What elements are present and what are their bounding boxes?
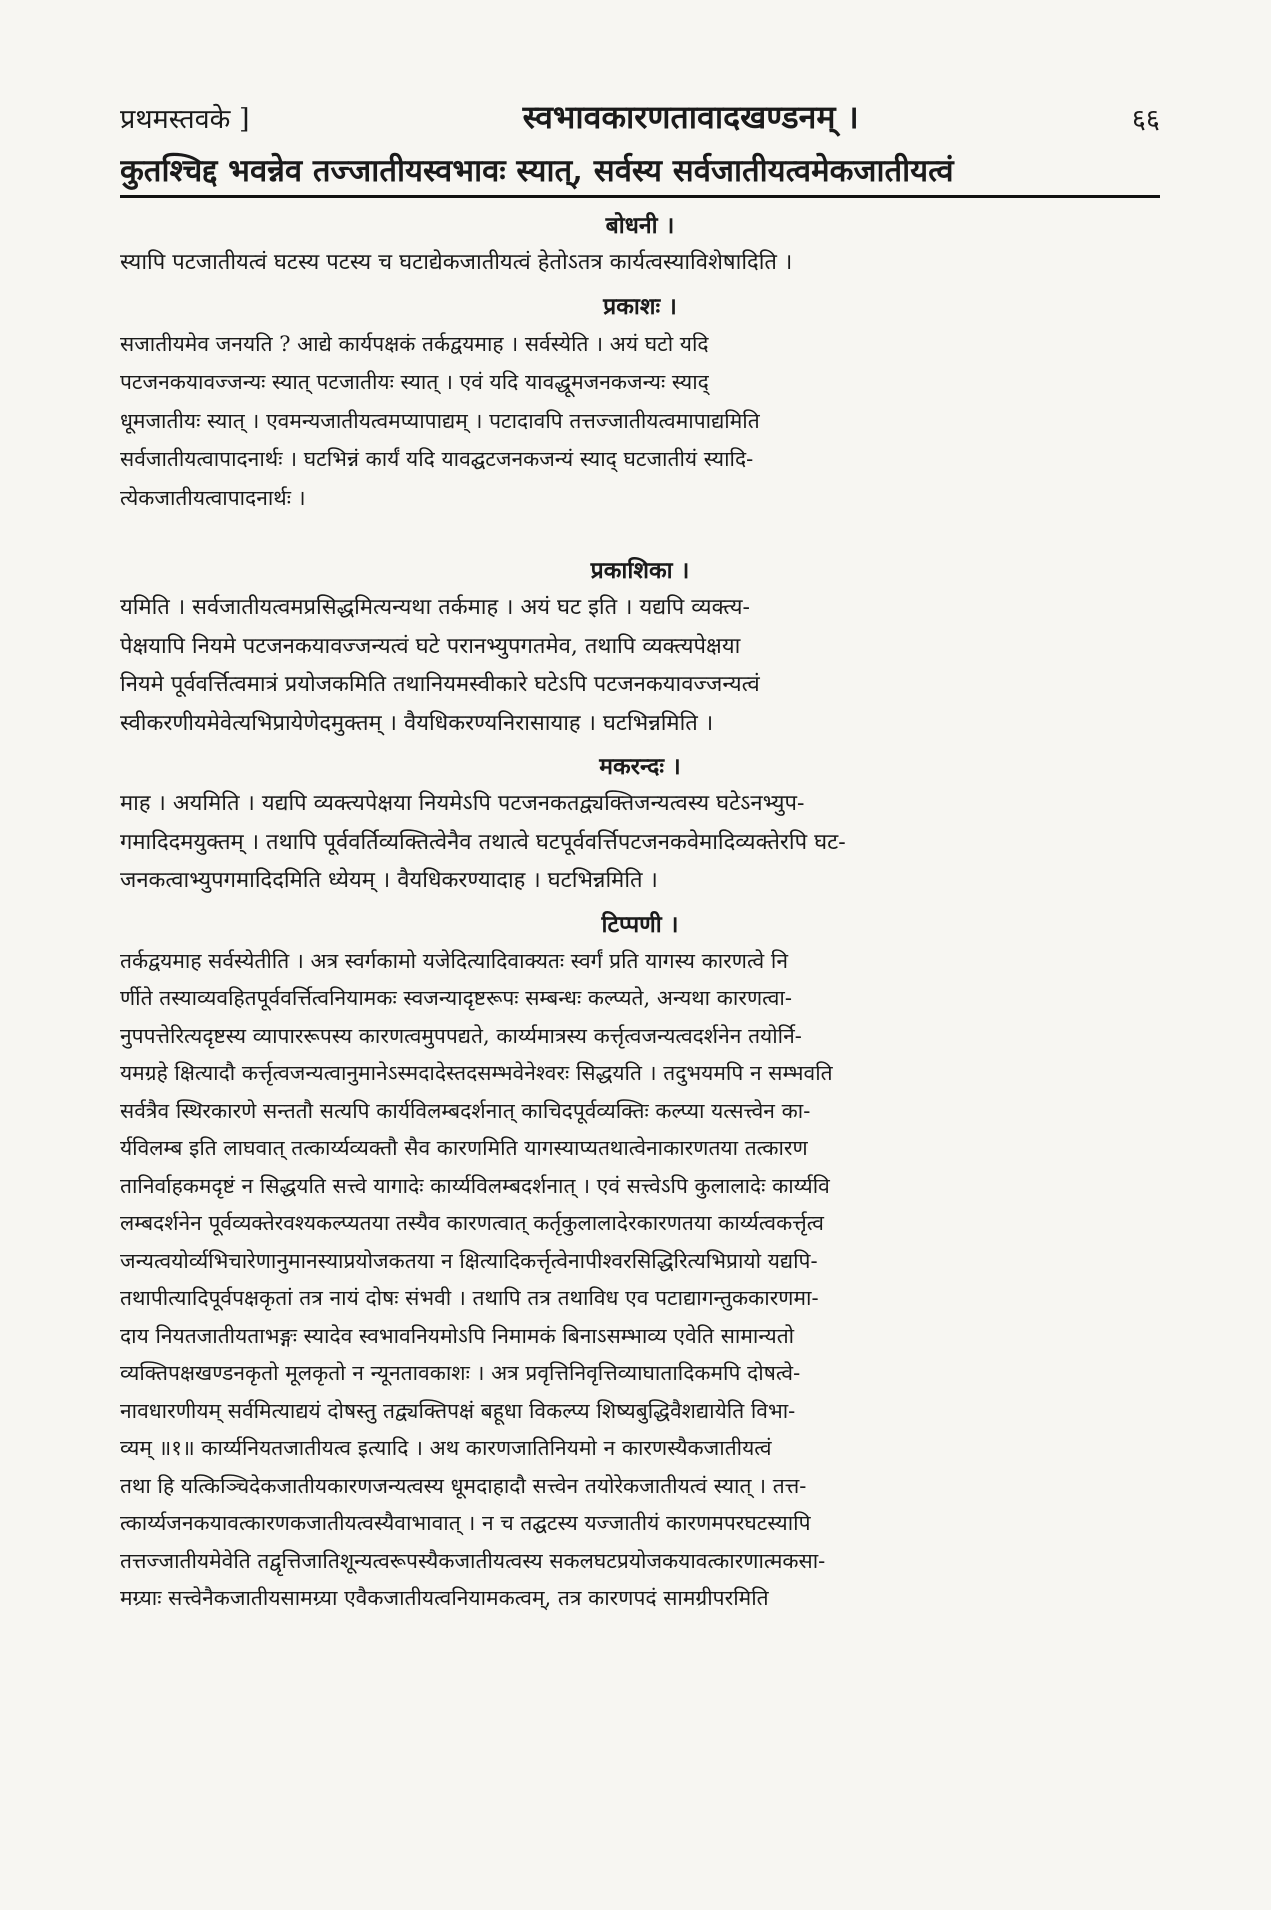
- section-prakashika: [120, 553, 1160, 743]
- text-line: यमग्रहे क्षित्यादौ कर्त्तृत्वजन्यत्वानुमानेऽस्मदादेस्तदसम्भवेनेश्वरः सिद्धयति । तदुभयमपि न सम्भवति: [120, 1061, 833, 1085]
- section-text: [120, 325, 1160, 518]
- text-line: तानिर्वाहकमदृष्टं न सिद्धयति सत्त्वे यागादेः कार्य्यविलम्बदर्शनात् । एवं सत्त्वेऽपि कुलालादेः कार्य्यवि: [120, 1173, 830, 1198]
- section-text: [120, 589, 1160, 743]
- section-heading: मकरन्दः ।: [599, 753, 681, 780]
- text-line: नावधारणीयम् सर्वमित्याद्ययं दोषस्तु तद्व्यक्तिपक्षं बहूधा विकल्प्य शिष्यबुद्धिवैशद्यायेति विभा-: [120, 1398, 796, 1423]
- text-line: त्येकजातीयत्वापादनार्थः ।: [120, 485, 306, 510]
- main-verse-line: कुतश्चिद्द भवन्नेव तज्जातीयस्वभावः स्यात्, सर्वस्य सर्वजातीयत्वमेकजातीयत्वं: [120, 153, 954, 189]
- text-line: धूमजातीयः स्यात् । एवमन्यजातीयत्वमप्यापाद्यम् । पटादावपि तत्तज्जातीयत्वमापाद्यमिति: [120, 408, 760, 433]
- text-line: र्यविलम्ब इति लाघवात् तत्कार्य्यव्यक्तौ सैव कारणमिति यागस्याप्यतथात्वेनाकारणतया तत्कारण: [120, 1136, 808, 1160]
- text-line: तथापीत्यादिपूर्वपक्षकृतां तत्र नायं दोषः संभवी । तथापि तत्र तथाविध एव पटाद्यागन्तुककारणमा-: [120, 1286, 819, 1310]
- text-line: पेक्षयापि नियमे पटजनकयावज्जन्यत्वं घटे परानभ्युपगतमेव, तथापि व्यक्त्यपेक्षया: [120, 633, 741, 659]
- text-line: माह । अयमिति । यद्यपि व्यक्त्यपेक्षया नियमेऽपि पटजनकतद्व्यक्तिजन्यत्वस्य घटेऽनभ्युप-: [120, 791, 805, 816]
- text-line: लम्बदर्शनेन पूर्वव्यक्तेरवश्यकल्प्यतया तस्यैव कारणत्वात् कर्तृकुलालादेरकारणतया कार्य्यत्वकर्त्तृत्व: [120, 1211, 824, 1235]
- text-line: सर्वजातीयत्वापादनार्थः । घटभिन्नं कार्यं यदि यावद्घटजनकजन्यं स्याद् घटजातीयं स्यादि-: [120, 447, 754, 471]
- text-line: तत्तज्जातीयमेवेति तद्वृत्तिजातिशून्यत्वरूपस्यैकजातीयत्वस्य सकलघटप्रयोजकयावत्कारणात्मकसा-: [120, 1548, 826, 1573]
- text-line: पटजनकयावज्जन्यः स्यात् पटजातीयः स्यात् । एवं यदि यावद्धूमजनकजन्यः स्याद्: [120, 370, 709, 394]
- text-line: नियमे पूर्ववर्त्तित्वमात्रं प्रयोजकमिति तथानियमस्वीकारे घटेऽपि पटजनकयावज्जन्यत्वं: [120, 672, 760, 697]
- text-line: मग्र्याः सत्त्वेनैकजातीयसामग्र्या एवैकजातीयत्वनियामकत्वम्, तत्र कारणपदं सामग्रीपरमिति: [120, 1586, 769, 1610]
- text-line: जनकत्वाभ्युपगमादिदमिति ध्येयम् । वैयधिकरण्यादाह । घटभिन्नमिति ।: [120, 868, 658, 893]
- page-number: ६६: [1131, 104, 1160, 135]
- page-title: स्वभावकारणतावादखण्डनम् ।: [522, 98, 859, 136]
- section-heading: प्रकाशः ।: [603, 292, 677, 320]
- text-line: त्कार्य्यजनकयावत्कारणकजातीयत्वस्यैवाभावात् । न च तद्घटस्य यज्जातीयं कारणमपरघटस्यापि: [120, 1511, 811, 1535]
- section-heading: टिप्पणी ।: [601, 910, 679, 938]
- text-line: व्यक्तिपक्षखण्डनकृतो मूलकृतो न न्यूनतावकाशः । अत्र प्रवृत्तिनिवृत्तिव्याघातादिकमपि दोषत्वे-: [120, 1361, 801, 1385]
- text-line: गमादिदमयुक्तम् । तथापि पूर्ववर्तिव्यक्तित्वेनैव तथात्वे घटपूर्ववर्त्तिपटजनकवेमादिव्यक्तेरपि घट-: [120, 829, 846, 855]
- section-text: [120, 244, 1160, 283]
- divider-rule: [120, 195, 1160, 198]
- section-text: [120, 943, 1160, 1618]
- text-line: दाय नियतजातीयताभङ्गः स्यादेव स्वभावनियमोऽपि निमामकं बिनाऽसम्भाव्य एवेति सामान्यतो: [120, 1323, 795, 1348]
- section-prakashah: [120, 289, 1160, 518]
- text-line: र्णीते तस्याव्यवहितपूर्ववर्त्तित्वनियामकः स्वजन्यादृष्टरूपः सम्बन्धः कल्प्यते, अन्यथा कारणत्वा-: [120, 986, 792, 1010]
- text-line: तर्कद्वयमाह सर्वस्येतीति । अत्र स्वर्गकामो यजेदित्यादिवाक्यतः स्वर्गं प्रति यागस्य कारणत्वे नि: [120, 948, 789, 973]
- text-line: जन्यत्वयोर्व्यभिचारेणानुमानस्याप्रयोजकतया न क्षित्यादिकर्त्तृत्वेनापीश्वरसिद्धिरित्यभिप्रायो यद्यपि-: [120, 1248, 818, 1273]
- text-line: तथा हि यत्किञ्चिदेकजातीयकारणजन्यत्वस्य धूमदाहादौ सत्त्वेन तयोरेकजातीयत्वं स्यात् । तत्त-: [120, 1473, 807, 1498]
- text-line: यमिति । सर्वजातीयत्वमप्रसिद्धमित्यन्यथा तर्कमाह । अयं घट इति । यद्यपि व्यक्त्य-: [120, 595, 750, 620]
- section-heading: प्रकाशिका ।: [590, 557, 690, 584]
- text-line: सर्वत्रैव स्थिरकारणे सन्ततौ सत्यपि कार्यविलम्बदर्शनात् काचिदपूर्वव्यक्तिः कल्प्या यत्सत्त्वेन का-: [120, 1098, 811, 1123]
- text-line: नुपपत्तेरित्यदृष्टस्य व्यापाररूपस्य कारणत्वमुपपद्यते, कार्य्यमात्रस्य कर्त्तृत्वजन्यत्वदर्शनेन तयोर्नि-: [120, 1023, 802, 1048]
- text-line: व्यम् ॥१॥ कार्य्यनियतजातीयत्व इत्यादि । अथ कारणजातिनियमो न कारणस्यैकजातीयत्वं: [120, 1436, 772, 1460]
- book-page: [120, 95, 1160, 1618]
- text-line: सजातीयमेव जनयति ? आद्ये कार्यपक्षकं तर्कद्वयमाह । सर्वस्येति । अयं घटो यदि: [120, 331, 709, 356]
- section-makarandah: [120, 749, 1160, 901]
- text-line: स्यापि पटजातीयत्वं घटस्य पटस्य च घटाद्येकजातीयत्वं हेतोऽतत्र कार्यत्वस्याविशेषादिति ।: [120, 250, 793, 275]
- running-header: [120, 95, 1160, 139]
- text-line: स्वीकरणीयमेवेत्यभिप्रायेणेदमुक्तम् । वैयधिकरण्यनिरासायाह । घटभिन्नमिति ।: [120, 710, 714, 736]
- section-tippani: [120, 907, 1160, 1618]
- chapter-marker: प्रथमस्तवके ]: [120, 104, 250, 135]
- section-heading: बोधनी ।: [605, 212, 675, 239]
- section-text: [120, 785, 1160, 901]
- section-bodhani: [120, 208, 1160, 283]
